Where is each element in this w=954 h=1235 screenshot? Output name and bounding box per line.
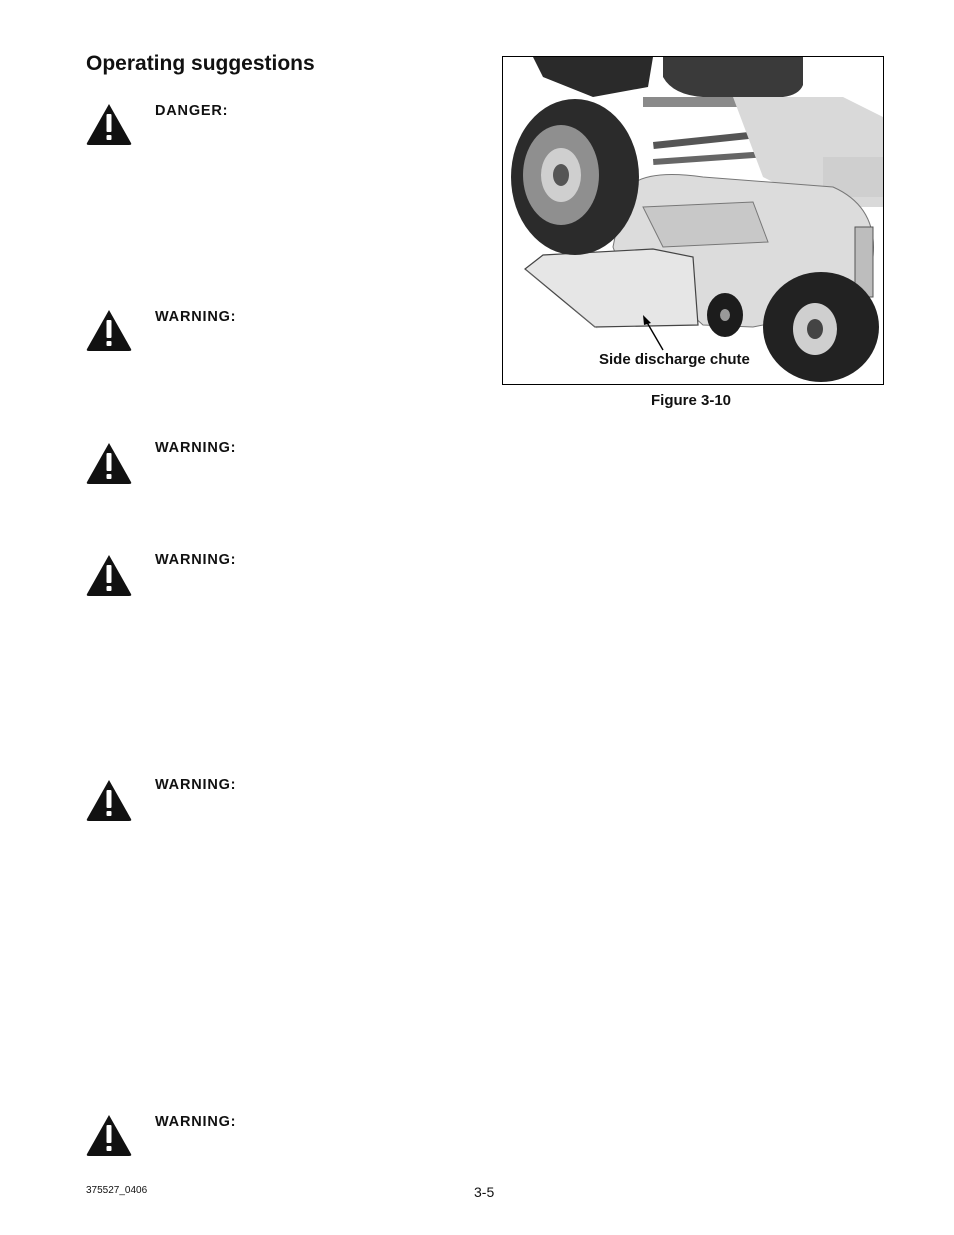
figure-callout-label: Side discharge chute (599, 351, 750, 368)
warning-triangle-icon (84, 777, 134, 823)
warning-triangle-icon (84, 1112, 134, 1158)
warning-triangle-icon (84, 440, 134, 486)
page-title: Operating suggestions (86, 52, 315, 75)
warning-triangle-icon (84, 307, 134, 353)
notice-label: WARNING: (155, 440, 237, 456)
page-number: 3-5 (474, 1184, 495, 1200)
notice-label: WARNING: (155, 552, 237, 568)
notice-label: WARNING: (155, 1114, 237, 1130)
notice-label: WARNING: (155, 777, 237, 793)
mower-illustration (503, 57, 883, 384)
figure-caption: Figure 3-10 (651, 392, 732, 409)
figure-mower-photo (502, 56, 884, 385)
document-number: 375527_0406 (86, 1185, 148, 1196)
warning-triangle-icon (84, 101, 134, 147)
notice-label: WARNING: (155, 309, 237, 325)
warning-triangle-icon (84, 552, 134, 598)
notice-label: DANGER: (155, 103, 229, 119)
